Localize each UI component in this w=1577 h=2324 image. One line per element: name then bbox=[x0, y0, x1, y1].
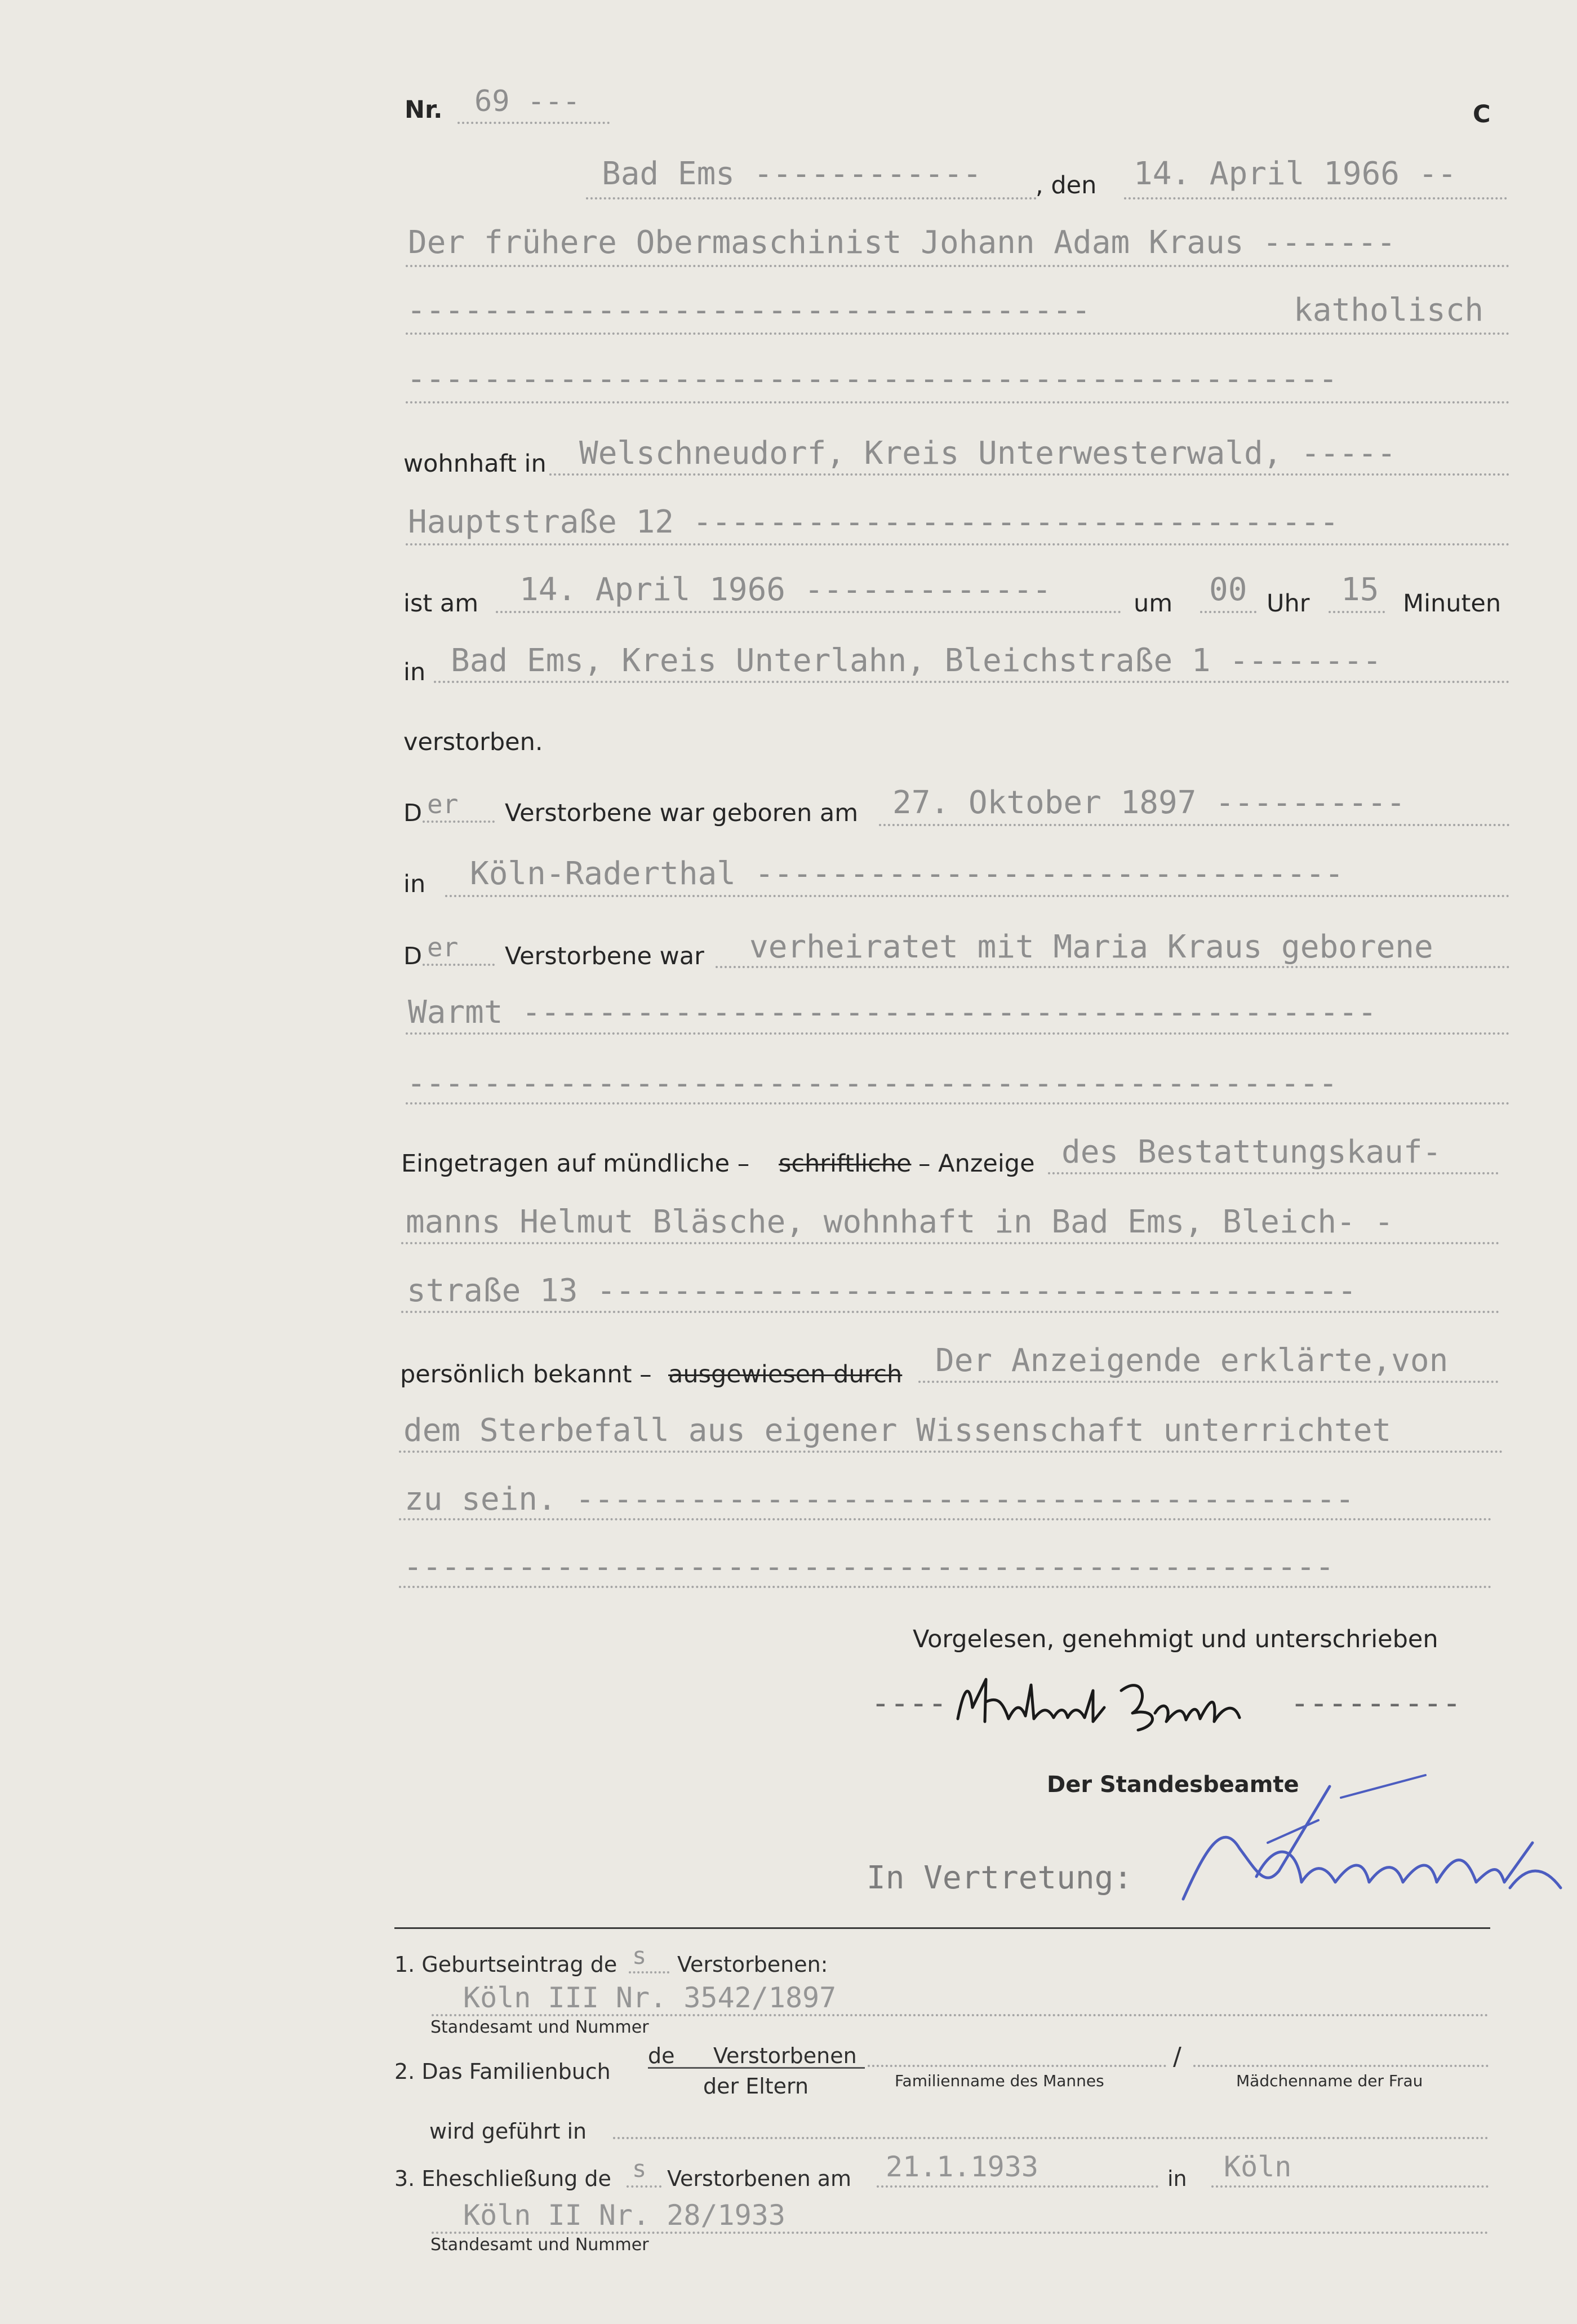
birth-date-underline bbox=[879, 824, 1510, 826]
item3-label2: Verstorbenen am bbox=[667, 2166, 852, 2191]
birth-place-underline bbox=[445, 895, 1510, 897]
footer-divider bbox=[394, 1927, 1490, 1929]
deceased-line3: ------------------------------------------------- bbox=[407, 361, 1338, 397]
registry-date: 14. April 1966 -- bbox=[1134, 156, 1457, 192]
item2-fraction-bar bbox=[648, 2067, 865, 2069]
deceased-address2: Hauptstraße 12 ---------------------------------- bbox=[408, 504, 1339, 540]
item2-label: 2. Das Familienbuch bbox=[394, 2059, 611, 2084]
minuten-label: Minuten bbox=[1403, 589, 1502, 618]
marital-d-label: D bbox=[403, 942, 423, 970]
registration-line7: ------------------------------------------------- bbox=[403, 1549, 1335, 1585]
marital-d-fill: er bbox=[427, 932, 459, 963]
birth-place: Köln-Raderthal ------------------------------- bbox=[470, 855, 1344, 892]
marital-line3: ------------------------------------------------- bbox=[407, 1065, 1338, 1102]
item3-place-underline bbox=[1211, 2185, 1489, 2188]
uhr-label: Uhr bbox=[1267, 589, 1310, 618]
standesbeamte-label: Der Standesbeamte bbox=[1047, 1772, 1299, 1798]
address-underline bbox=[549, 473, 1510, 476]
nr-value: 69 --- bbox=[474, 85, 580, 118]
registration-line2: manns Helmut Bläsche, wohnhaft in Bad Ems, Bleich- - bbox=[406, 1204, 1394, 1240]
item1-label2: Verstorbenen: bbox=[677, 1952, 828, 1977]
registration-line5: dem Sterbefall aus eigener Wissenschaft unterrichtet bbox=[403, 1412, 1392, 1449]
den-label: , den bbox=[1036, 171, 1097, 199]
item2-verstorbenen: Verstorbenen bbox=[713, 2043, 857, 2068]
item3-date-underline bbox=[877, 2185, 1158, 2188]
reg1-underline bbox=[1048, 1172, 1499, 1174]
item3-in: in bbox=[1167, 2166, 1187, 2191]
ist-am-label: ist am bbox=[403, 589, 479, 618]
maedchenname-label: Mädchenname der Frau bbox=[1236, 2072, 1423, 2090]
vertretung-label: In Vertretung: bbox=[867, 1860, 1133, 1896]
registration-line3: straße 13 ---------------------------------------- bbox=[407, 1272, 1357, 1309]
death-hour: 00 bbox=[1209, 571, 1247, 608]
familienname-underline bbox=[868, 2065, 1166, 2067]
birth-d-label: D bbox=[403, 799, 423, 827]
anzeige-label: – Anzeige bbox=[918, 1150, 1035, 1178]
reg7-underline bbox=[399, 1586, 1492, 1588]
marital2-underline bbox=[406, 1032, 1510, 1035]
informant-dashes-left: ---- bbox=[871, 1685, 947, 1722]
um-label: um bbox=[1134, 589, 1173, 618]
item1-fill: s bbox=[632, 1942, 647, 1970]
deceased-religion: katholisch bbox=[1294, 292, 1484, 329]
bekannt-label: persönlich bekannt – bbox=[400, 1360, 652, 1389]
marital3-underline bbox=[406, 1102, 1510, 1105]
birth-in-label: in bbox=[403, 870, 426, 898]
line3-underline bbox=[406, 401, 1510, 403]
item3-fill: s bbox=[632, 2155, 647, 2183]
reg2-underline bbox=[401, 1242, 1500, 1244]
wohnhaft-label: wohnhaft in bbox=[403, 450, 547, 478]
death-place-underline bbox=[434, 681, 1510, 683]
marital-line2: Warmt --------------------------------------------- bbox=[408, 994, 1377, 1031]
familienname-label: Familienname des Mannes bbox=[895, 2072, 1104, 2090]
death-place: Bad Ems, Kreis Unterlahn, Bleichstraße 1 -------- bbox=[451, 642, 1382, 679]
marital-status: verheiratet mit Maria Kraus geborene bbox=[749, 929, 1433, 965]
item3-label: 3. Eheschließung de bbox=[394, 2166, 611, 2191]
ausgewiesen-struck: ausgewiesen durch bbox=[668, 1360, 903, 1389]
schriftliche-struck: schriftliche bbox=[779, 1150, 912, 1178]
item3-underline bbox=[432, 2232, 1489, 2234]
reg5-underline bbox=[399, 1451, 1503, 1453]
registration-line1: des Bestattungskauf- bbox=[1061, 1134, 1442, 1170]
reg4-underline bbox=[918, 1381, 1499, 1383]
deceased-address1: Welschneudorf, Kreis Unterwesterwald, ----- bbox=[579, 435, 1396, 472]
marital-d-underline bbox=[423, 964, 495, 966]
standesamt-label-1: Standesamt und Nummer bbox=[430, 2017, 649, 2037]
item1-value: Köln III Nr. 3542/1897 bbox=[463, 1981, 837, 2014]
informant-signature bbox=[952, 1668, 1268, 1741]
in-label: in bbox=[403, 658, 426, 686]
item1-underline bbox=[432, 2014, 1489, 2016]
informant-dashes-right: --------- bbox=[1290, 1685, 1461, 1722]
maedchenname-underline bbox=[1193, 2065, 1489, 2067]
geboren-label: Verstorbene war geboren am bbox=[505, 799, 859, 827]
nr-label: Nr. bbox=[405, 96, 443, 124]
item3-place: Köln bbox=[1224, 2150, 1292, 2183]
registry-place: Bad Ems ------------ bbox=[602, 156, 982, 192]
item2-de: de bbox=[648, 2043, 675, 2068]
deceased-name: Der frühere Obermaschinist Johann Adam Kraus ------- bbox=[408, 224, 1396, 261]
reg3-underline bbox=[401, 1311, 1500, 1313]
death-date-underline bbox=[496, 611, 1121, 613]
date-underline bbox=[1124, 197, 1507, 199]
official-signature bbox=[1172, 1753, 1577, 1916]
eingetragen-label: Eingetragen auf mündliche – bbox=[401, 1150, 750, 1178]
informant-signature-text: Helmut Bläsche bbox=[952, 1668, 957, 1669]
birth-d-fill: er bbox=[427, 789, 459, 819]
gefuehrt-underline bbox=[613, 2137, 1489, 2139]
place-underline bbox=[586, 197, 1037, 199]
death-date: 14. April 1966 ------------- bbox=[519, 571, 1052, 608]
vorgelesen-text: Vorgelesen, genehmigt und unterschrieben bbox=[913, 1625, 1438, 1653]
religion-underline bbox=[406, 332, 1510, 335]
item1-fill-underline bbox=[629, 1971, 669, 1973]
death-minutes: 15 bbox=[1341, 571, 1379, 608]
address2-underline bbox=[406, 543, 1510, 545]
reg6-underline bbox=[399, 1518, 1492, 1520]
gefuehrt-label: wird geführt in bbox=[429, 2119, 587, 2144]
standesamt-label-3: Standesamt und Nummer bbox=[430, 2235, 649, 2255]
deceased-line2: ------------------------------------ bbox=[407, 292, 1091, 329]
minutes-underline bbox=[1329, 611, 1385, 613]
item3-value: Köln II Nr. 28/1933 bbox=[463, 2199, 785, 2232]
birth-date: 27. Oktober 1897 ---------- bbox=[892, 784, 1406, 821]
hour-underline bbox=[1200, 611, 1256, 613]
item3-fill-underline bbox=[627, 2185, 661, 2188]
registration-line4: Der Anzeigende erklärte,von bbox=[935, 1342, 1449, 1379]
birth-d-underline bbox=[423, 821, 495, 823]
item1-label: 1. Geburtseintrag de bbox=[394, 1952, 618, 1977]
registration-line6: zu sein. ----------------------------------------- bbox=[405, 1481, 1354, 1518]
item3-date: 21.1.1933 bbox=[886, 2150, 1038, 2183]
marital-underline bbox=[716, 966, 1510, 968]
war-label: Verstorbene war bbox=[505, 942, 704, 970]
item2-slash: / bbox=[1173, 2042, 1181, 2071]
verstorben-label: verstorben. bbox=[403, 728, 543, 756]
corner-mark: C bbox=[1473, 100, 1491, 128]
nr-underline bbox=[457, 122, 610, 124]
item2-eltern: der Eltern bbox=[703, 2074, 809, 2099]
name-underline bbox=[406, 265, 1510, 267]
